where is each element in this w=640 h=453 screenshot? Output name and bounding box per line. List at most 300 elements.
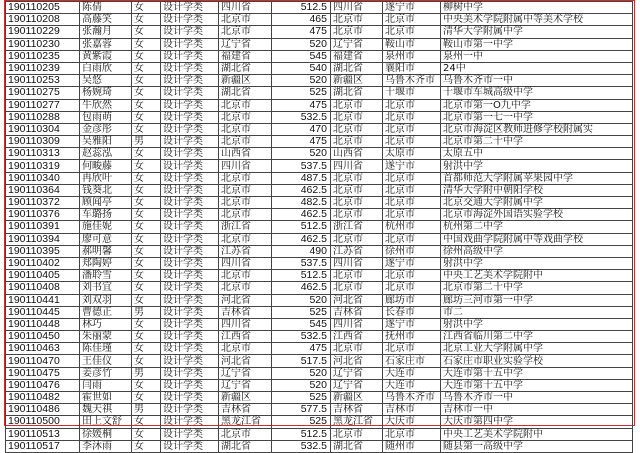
score-cell: 520: [272, 367, 331, 379]
province-cell: 北京市: [331, 26, 383, 38]
school-cell: 清华大学附属中学: [441, 26, 633, 38]
table-row: [6, 233, 633, 245]
table-row: [6, 282, 633, 294]
province-cell: 湖北省: [331, 440, 383, 452]
major-cell: 设计学类: [161, 50, 219, 62]
city-cell: 乌鲁木齐市: [383, 392, 441, 404]
gender-cell: 女: [132, 87, 161, 99]
school-cell: 鞍山市第一中学: [441, 38, 633, 50]
province-cell: 四川省: [331, 160, 383, 172]
table-row: [6, 416, 633, 428]
table-row: [6, 160, 633, 172]
table-row: [6, 99, 633, 111]
table-row: [6, 14, 633, 26]
gender-cell: 女: [132, 270, 161, 282]
id-cell: 190110395: [6, 245, 80, 257]
major-cell: 设计学类: [161, 404, 219, 416]
score-cell: 517.5: [272, 355, 331, 367]
origin-cell: 北京市: [219, 136, 272, 148]
score-cell: 487.5: [272, 172, 331, 184]
major-cell: 设计学类: [161, 209, 219, 221]
table-row: [6, 379, 633, 391]
score-cell: 475: [272, 99, 331, 111]
province-cell: 黑龙江省: [331, 416, 383, 428]
id-cell: 190110402: [6, 257, 80, 269]
id-cell: 190110482: [6, 392, 80, 404]
origin-cell: 四川省: [219, 257, 272, 269]
city-cell: 鞍山市: [383, 38, 441, 50]
score-cell: 512.5: [272, 428, 331, 440]
score-cell: 475: [272, 26, 331, 38]
gender-cell: 女: [132, 197, 161, 209]
id-cell: 190110288: [6, 111, 80, 123]
gender-cell: 女: [132, 75, 161, 87]
id-cell: 190110313: [6, 148, 80, 160]
city-cell: 吉林市: [383, 404, 441, 416]
origin-cell: 辽宁省: [219, 367, 272, 379]
province-cell: 北京市: [331, 428, 383, 440]
major-cell: 设计学类: [161, 257, 219, 269]
major-cell: 设计学类: [161, 123, 219, 135]
table-row: [6, 26, 633, 38]
province-cell: 北京市: [331, 233, 383, 245]
school-cell: 十堰市车城高级中学: [441, 87, 633, 99]
school-cell: 北京市第一七一中学: [441, 111, 633, 123]
score-cell: 537.5: [272, 257, 331, 269]
gender-cell: 女: [132, 343, 161, 355]
gender-cell: 女: [132, 294, 161, 306]
name-cell: 施佳妮: [80, 221, 132, 233]
origin-cell: 浙江省: [219, 221, 272, 233]
gender-cell: 女: [132, 148, 161, 160]
gender-cell: 女: [132, 209, 161, 221]
province-cell: 四川省: [331, 257, 383, 269]
gender-cell: 女: [132, 123, 161, 135]
gender-cell: 女: [132, 282, 161, 294]
school-cell: 柳树中学: [441, 2, 633, 14]
score-cell: 465: [272, 14, 331, 26]
score-cell: 540: [272, 62, 331, 74]
school-cell: 随县第一高级中学: [441, 440, 633, 452]
name-cell: 李沐雨: [80, 440, 132, 452]
score-cell: 525: [272, 392, 331, 404]
school-cell: 中央美术学院附属中等美术学校: [441, 14, 633, 26]
major-cell: 设计学类: [161, 221, 219, 233]
score-cell: 475: [272, 343, 331, 355]
score-cell: 545: [272, 50, 331, 62]
table-row: [6, 257, 633, 269]
id-cell: 190110445: [6, 306, 80, 318]
name-cell: 张瀚月: [80, 26, 132, 38]
school-cell: 北京工业大学附属中学: [441, 343, 633, 355]
province-cell: 湖北省: [331, 62, 383, 74]
score-cell: 512.5: [272, 270, 331, 282]
city-cell: 大庆市: [383, 416, 441, 428]
origin-cell: 湖北省: [219, 87, 272, 99]
origin-cell: 北京市: [219, 428, 272, 440]
school-cell: 大庆市第四中学: [441, 416, 633, 428]
province-cell: 北京市: [331, 184, 383, 196]
major-cell: 设计学类: [161, 184, 219, 196]
table-row: [6, 123, 633, 135]
name-cell: 吴雅阳: [80, 136, 132, 148]
origin-cell: 北京市: [219, 343, 272, 355]
major-cell: 设计学类: [161, 331, 219, 343]
city-cell: 大连市: [383, 379, 441, 391]
name-cell: 顾闻亭: [80, 197, 132, 209]
major-cell: 设计学类: [161, 306, 219, 318]
score-cell: 462.5: [272, 184, 331, 196]
table-row: [6, 367, 633, 379]
city-cell: 杭州市: [383, 221, 441, 233]
name-cell: 刘书宜: [80, 282, 132, 294]
city-cell: 北京市: [383, 184, 441, 196]
score-cell: 520: [272, 38, 331, 50]
major-cell: 设计学类: [161, 75, 219, 87]
city-cell: 石家庄市: [383, 355, 441, 367]
city-cell: 泉州市: [383, 50, 441, 62]
gender-cell: 女: [132, 392, 161, 404]
name-cell: 霍世如: [80, 392, 132, 404]
gender-cell: 女: [132, 318, 161, 330]
school-cell: 北京市第二十中学: [441, 136, 633, 148]
city-cell: 遂宁市: [383, 257, 441, 269]
score-cell: 532.5: [272, 111, 331, 123]
gender-cell: 女: [132, 62, 161, 74]
name-cell: 牛欣然: [80, 99, 132, 111]
major-cell: 设计学类: [161, 160, 219, 172]
major-cell: 设计学类: [161, 282, 219, 294]
score-cell: 520: [272, 294, 331, 306]
id-cell: 190110441: [6, 294, 80, 306]
school-cell: 中央工艺美术学院附中: [441, 270, 633, 282]
major-cell: 设计学类: [161, 428, 219, 440]
province-cell: 四川省: [331, 2, 383, 14]
city-cell: 遂宁市: [383, 2, 441, 14]
name-cell: 赵蕊泓: [80, 148, 132, 160]
province-cell: 四川省: [331, 318, 383, 330]
province-cell: 北京市: [331, 270, 383, 282]
city-cell: 北京市: [383, 136, 441, 148]
id-cell: 190110376: [6, 209, 80, 221]
origin-cell: 北京市: [219, 270, 272, 282]
id-cell: 190110405: [6, 270, 80, 282]
id-cell: 190110394: [6, 233, 80, 245]
origin-cell: 辽宁省: [219, 38, 272, 50]
table-row: [6, 355, 633, 367]
name-cell: 金彦彤: [80, 123, 132, 135]
id-cell: 190110486: [6, 404, 80, 416]
major-cell: 设计学类: [161, 379, 219, 391]
score-cell: 520: [272, 148, 331, 160]
table-row: [6, 294, 633, 306]
city-cell: 襄阳市: [383, 62, 441, 74]
major-cell: 设计学类: [161, 136, 219, 148]
school-cell: 廊坊三河市第一中学: [441, 294, 633, 306]
id-cell: 190110391: [6, 221, 80, 233]
id-cell: 190110513: [6, 428, 80, 440]
school-cell: 吉林市一中: [441, 404, 633, 416]
origin-cell: 北京市: [219, 184, 272, 196]
table-row: [6, 111, 633, 123]
major-cell: 设计学类: [161, 148, 219, 160]
table-row: [6, 2, 633, 14]
province-cell: 北京市: [331, 136, 383, 148]
origin-cell: 北京市: [219, 209, 272, 221]
province-cell: 辽宁省: [331, 38, 383, 50]
id-cell: 190110275: [6, 87, 80, 99]
school-cell: 乌鲁木齐市一中: [441, 75, 633, 87]
gender-cell: 女: [132, 38, 161, 50]
province-cell: 新疆区: [331, 392, 383, 404]
major-cell: 设计学类: [161, 172, 219, 184]
city-cell: 遂宁市: [383, 160, 441, 172]
city-cell: 北京市: [383, 172, 441, 184]
province-cell: 北京市: [331, 111, 383, 123]
province-cell: 江西省: [331, 331, 383, 343]
id-cell: 190110239: [6, 62, 80, 74]
province-cell: 北京市: [331, 197, 383, 209]
city-cell: 抚州市: [383, 331, 441, 343]
origin-cell: 福建省: [219, 50, 272, 62]
origin-cell: 四川省: [219, 318, 272, 330]
name-cell: 钱葵北: [80, 184, 132, 196]
province-cell: 吉林省: [331, 404, 383, 416]
school-cell: 徐州高级中学: [441, 245, 633, 257]
city-cell: 大连市: [383, 367, 441, 379]
table-row: [6, 331, 633, 343]
origin-cell: 北京市: [219, 111, 272, 123]
province-cell: 辽宁省: [331, 367, 383, 379]
province-cell: 湖北省: [331, 87, 383, 99]
name-cell: 杨婉琦: [80, 87, 132, 99]
province-cell: 吉林省: [331, 306, 383, 318]
origin-cell: 北京市: [219, 197, 272, 209]
gender-cell: 女: [132, 2, 161, 14]
major-cell: 设计学类: [161, 38, 219, 50]
gender-cell: 女: [132, 172, 161, 184]
major-cell: 设计学类: [161, 270, 219, 282]
score-cell: 462.5: [272, 233, 331, 245]
gender-cell: 男: [132, 367, 161, 379]
major-cell: 设计学类: [161, 367, 219, 379]
name-cell: 魏天祺: [80, 404, 132, 416]
province-cell: 北京市: [331, 123, 383, 135]
school-cell: 石家庄市职业实验学校: [441, 355, 633, 367]
origin-cell: 新疆区: [219, 392, 272, 404]
origin-cell: 北京市: [219, 14, 272, 26]
name-cell: 陈佳瑾: [80, 343, 132, 355]
school-cell: 市二: [441, 306, 633, 318]
gender-cell: 女: [132, 221, 161, 233]
province-cell: 山西省: [331, 148, 383, 160]
school-cell: 乌鲁木齐市一中: [441, 392, 633, 404]
id-cell: 190110517: [6, 440, 80, 452]
name-cell: 郑陶婷: [80, 257, 132, 269]
id-cell: 190110450: [6, 331, 80, 343]
origin-cell: 吉林省: [219, 404, 272, 416]
major-cell: 设计学类: [161, 318, 219, 330]
table-row: [6, 62, 633, 74]
score-cell: 490: [272, 245, 331, 257]
school-cell: 清华大学附中朝阳学校: [441, 184, 633, 196]
city-cell: 北京市: [383, 123, 441, 135]
origin-cell: 北京市: [219, 99, 272, 111]
city-cell: 乌鲁木齐市: [383, 75, 441, 87]
name-cell: 廖可意: [80, 233, 132, 245]
score-cell: 470: [272, 123, 331, 135]
name-cell: 张嘉蓉: [80, 38, 132, 50]
table-row: [6, 148, 633, 160]
city-cell: 北京市: [383, 26, 441, 38]
score-cell: 482.5: [272, 197, 331, 209]
school-cell: 北京市海淀区教师进修学校附属实: [441, 123, 633, 135]
school-cell: 首都师范大学附属苹果园中学: [441, 172, 633, 184]
spreadsheet: [4, 0, 635, 452]
major-cell: 设计学类: [161, 2, 219, 14]
score-cell: 537.5: [272, 160, 331, 172]
table-row: [6, 75, 633, 87]
origin-cell: 江西省: [219, 331, 272, 343]
score-cell: 520: [272, 75, 331, 87]
name-cell: 曹德正: [80, 306, 132, 318]
name-cell: 朱丽蒙: [80, 331, 132, 343]
name-cell: 徐媛桐: [80, 428, 132, 440]
name-cell: 吴悠: [80, 75, 132, 87]
gender-cell: 女: [132, 440, 161, 452]
origin-cell: 四川省: [219, 160, 272, 172]
major-cell: 设计学类: [161, 294, 219, 306]
id-cell: 190110304: [6, 123, 80, 135]
score-cell: 462.5: [272, 282, 331, 294]
table-row: [6, 440, 633, 452]
school-cell: 太原五中: [441, 148, 633, 160]
id-cell: 190110408: [6, 282, 80, 294]
name-cell: 郝明馨: [80, 245, 132, 257]
score-cell: 532.5: [272, 440, 331, 452]
gender-cell: 男: [132, 136, 161, 148]
table-row: [6, 306, 633, 318]
province-cell: 辽宁省: [331, 379, 383, 391]
table-row: [6, 428, 633, 440]
id-cell: 190110235: [6, 50, 80, 62]
school-cell: 北京交通大学附属中学: [441, 197, 633, 209]
school-cell: 24中: [441, 62, 633, 74]
score-cell: 520: [272, 379, 331, 391]
table-row: [6, 197, 633, 209]
school-cell: 中国戏曲学院附属中等戏曲学校: [441, 233, 633, 245]
table-row: [6, 343, 633, 355]
school-cell: 北京市第一O九中学: [441, 99, 633, 111]
city-cell: 北京市: [383, 270, 441, 282]
city-cell: 北京市: [383, 111, 441, 123]
name-cell: 刘双羽: [80, 294, 132, 306]
id-cell: 190110463: [6, 343, 80, 355]
name-cell: 潘聆雪: [80, 270, 132, 282]
origin-cell: 湖北省: [219, 62, 272, 74]
city-cell: 北京市: [383, 233, 441, 245]
origin-cell: 新疆区: [219, 75, 272, 87]
gender-cell: 女: [132, 245, 161, 257]
score-cell: 512.5: [272, 221, 331, 233]
city-cell: 北京市: [383, 282, 441, 294]
gender-cell: 女: [132, 233, 161, 245]
table-row: [6, 172, 633, 184]
province-cell: 浙江省: [331, 221, 383, 233]
major-cell: 设计学类: [161, 343, 219, 355]
city-cell: 十堰市: [383, 87, 441, 99]
origin-cell: 河北省: [219, 355, 272, 367]
name-cell: 冉欣叶: [80, 172, 132, 184]
origin-cell: 江苏省: [219, 245, 272, 257]
table-row: [6, 136, 633, 148]
origin-cell: 湖北省: [219, 440, 272, 452]
school-cell: 北京市海淀外国语实验学校: [441, 209, 633, 221]
gender-cell: 女: [132, 331, 161, 343]
score-cell: 525: [272, 87, 331, 99]
id-cell: 190110205: [6, 2, 80, 14]
gender-cell: 男: [132, 404, 161, 416]
origin-cell: 山西省: [219, 148, 272, 160]
id-cell: 190110253: [6, 75, 80, 87]
id-cell: 190110470: [6, 355, 80, 367]
origin-cell: 北京市: [219, 233, 272, 245]
gender-cell: 女: [132, 257, 161, 269]
gender-cell: 男: [132, 306, 161, 318]
province-cell: 北京市: [331, 282, 383, 294]
origin-cell: 北京市: [219, 26, 272, 38]
origin-cell: 吉林省: [219, 306, 272, 318]
major-cell: 设计学类: [161, 99, 219, 111]
score-cell: 525: [272, 416, 331, 428]
name-cell: 田上文舒: [80, 416, 132, 428]
school-cell: 射洪中学: [441, 257, 633, 269]
major-cell: 设计学类: [161, 26, 219, 38]
name-cell: 姜彦竹: [80, 367, 132, 379]
score-cell: 545: [272, 318, 331, 330]
school-cell: 杭州第二中学: [441, 221, 633, 233]
province-cell: 北京市: [331, 343, 383, 355]
table-row: [6, 392, 633, 404]
city-cell: 随州市: [383, 440, 441, 452]
name-cell: 高藤笑: [80, 14, 132, 26]
gender-cell: 女: [132, 26, 161, 38]
province-cell: 北京市: [331, 172, 383, 184]
city-cell: 北京市: [383, 197, 441, 209]
id-cell: 190110372: [6, 197, 80, 209]
major-cell: 设计学类: [161, 392, 219, 404]
gender-cell: 女: [132, 111, 161, 123]
score-cell: 532.5: [272, 331, 331, 343]
major-cell: 设计学类: [161, 416, 219, 428]
city-cell: 北京市: [383, 209, 441, 221]
origin-cell: 黑龙江省: [219, 416, 272, 428]
origin-cell: 北京市: [219, 172, 272, 184]
table-row: [6, 318, 633, 330]
table-row: [6, 87, 633, 99]
city-cell: 徐州市: [383, 245, 441, 257]
score-cell: 462.5: [272, 209, 331, 221]
school-cell: 中央工艺美术学院附中: [441, 428, 633, 440]
score-cell: 525: [272, 306, 331, 318]
table-row: [6, 184, 633, 196]
city-cell: 北京市: [383, 14, 441, 26]
id-cell: 190110309: [6, 136, 80, 148]
major-cell: 设计学类: [161, 87, 219, 99]
gender-cell: 女: [132, 50, 161, 62]
school-cell: 泉州一中: [441, 50, 633, 62]
id-cell: 190110475: [6, 367, 80, 379]
